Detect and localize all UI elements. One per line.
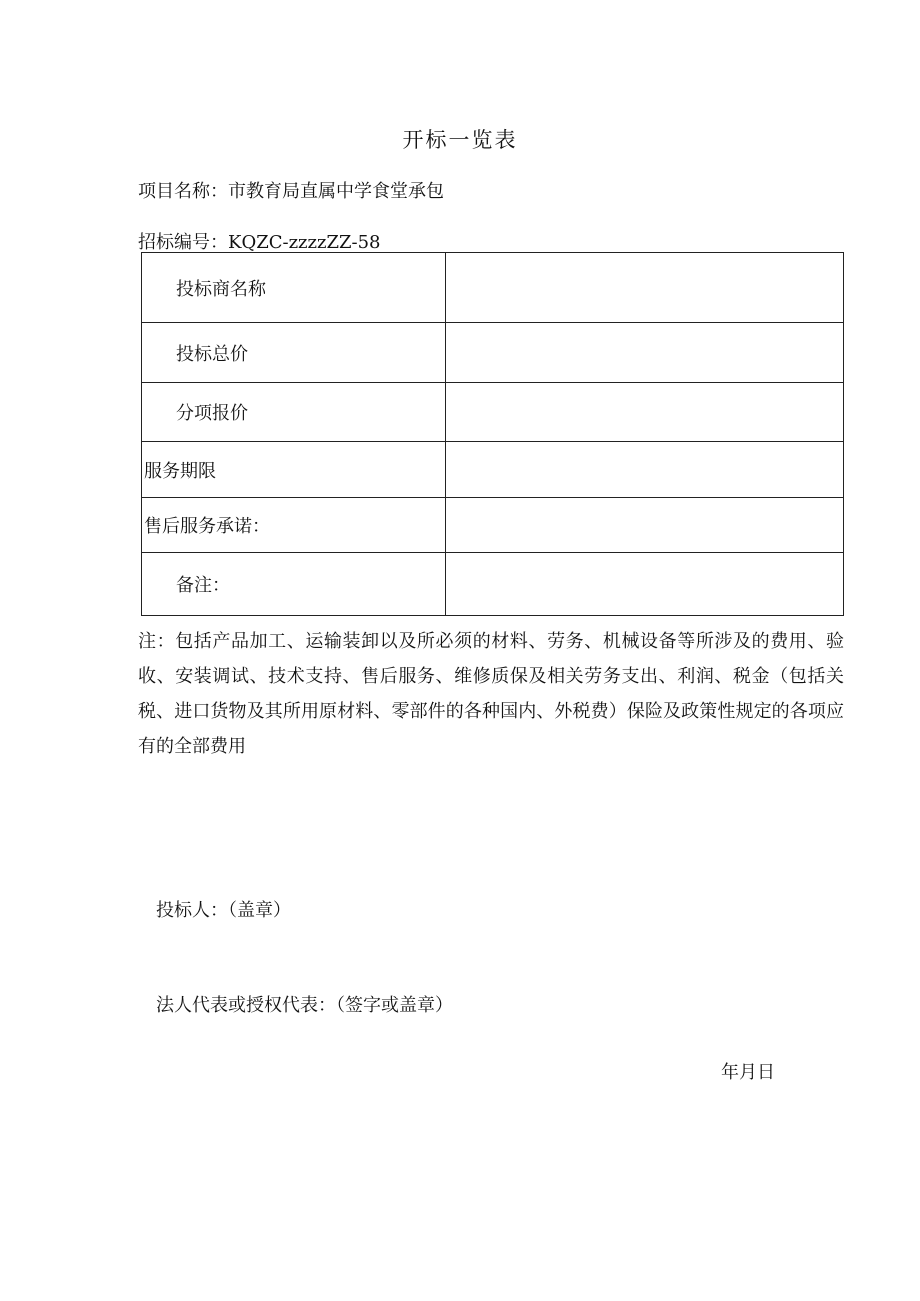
row-value-bidder-name[interactable] — [446, 253, 844, 323]
row-value-after-sales[interactable] — [446, 498, 844, 553]
row-value-service-period[interactable] — [446, 442, 844, 498]
row-value-itemized-price[interactable] — [446, 383, 844, 442]
table-row — [142, 383, 844, 442]
legal-representative-line: 法人代表或授权代表：（签字或盖章） — [156, 995, 453, 1016]
table-row — [142, 253, 844, 323]
row-label-after-sales: 售后服务承诺： — [142, 498, 446, 553]
row-value-total-price[interactable] — [446, 323, 844, 383]
bidder-seal-line: 投标人：（盖章） — [156, 900, 291, 921]
document-title: 开标一览表 — [402, 128, 518, 152]
tender-code-line: 招标编号：KQZC-zzzzZZ-58 — [138, 232, 381, 253]
table-row — [142, 498, 844, 553]
row-label-service-period: 服务期限 — [142, 442, 446, 498]
cost-note-paragraph: 注：包括产品加工、运输装卸以及所必须的材料、劳务、机械设备等所涉及的费用、验收、安装调试、技术支持、售后服务、维修质保及相关劳务支出、利润、税金（包括关税、进口货物及其所用原材料、零部件的各种国内、外税费）保险及政策性规定的各项应有的全部费用 — [138, 631, 844, 757]
row-label-bidder-name: 投标商名称 — [142, 253, 446, 323]
date-line: 年月日 — [721, 1062, 775, 1083]
table-row — [142, 442, 844, 498]
table-row — [142, 553, 844, 616]
project-name-line: 项目名称：市教育局直属中学食堂承包 — [138, 181, 444, 202]
row-label-remarks: 备注： — [142, 553, 446, 616]
table-row — [142, 323, 844, 383]
row-value-remarks[interactable] — [446, 553, 844, 616]
row-label-total-price: 投标总价 — [142, 323, 446, 383]
bid-summary-table — [141, 252, 844, 616]
row-label-itemized-price: 分项报价 — [142, 383, 446, 442]
